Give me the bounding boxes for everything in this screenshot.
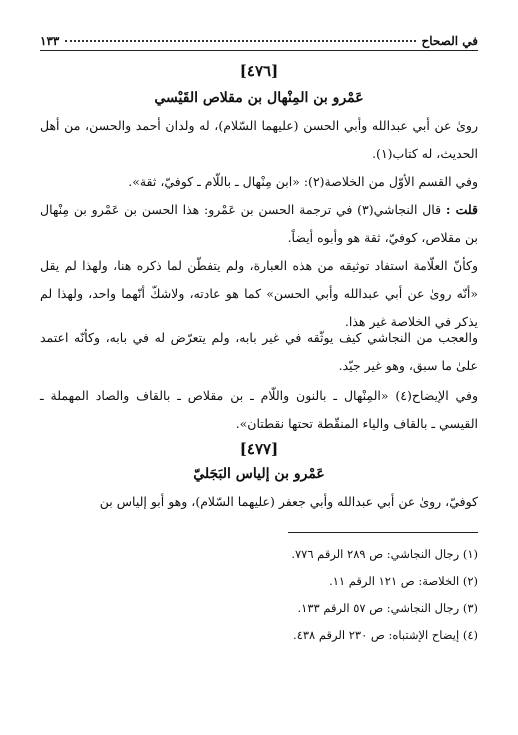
paragraph: كوفيّ، روىٰ عن أبي عبدالله وأبي جعفر (عليهما السّلام)، وهو أبو إلياس بن	[99, 494, 478, 509]
footnote-3: (٣) رجال النجاشي: ص ٥٧ الرقم ١٣٣.	[297, 601, 478, 615]
paragraph: وفي الإيضاح(٤) «المِنْهال ـ بالنون واللّام ـ بن مقلاص ـ بالقاف والصاد المهملة ـ القيسي ـ بالقاف والياء المنقّطة تحتها نقطتان».	[40, 388, 478, 431]
paragraph	[40, 196, 478, 252]
entry-title-477: عَمْرو بن إلياس البَجَليّ	[193, 466, 325, 482]
paragraph: والعجب من النجاشي كيف يوثّقه في غير بابه، ولم يتعرّض له في بابه، وكأنّه اعتمد علىٰ ما سبق، وهو غير جيّد.	[40, 330, 478, 373]
paragraph: وكأنّ العلّامة استفاد توثيقه من هذه العبارة، ولم يتفطّن لما ذكره هنا، ولهذا لم يقل «أنّه روىٰ عن أبي عبدالله وأبي الحسن» كما هو عادته، ولاشكّ أنّهما واحد، ولهذا لم يذكر في الخلاصة غير هذا.	[40, 258, 478, 329]
qultu-label: قلت :	[445, 202, 478, 217]
page-number: ١٣٣	[40, 34, 60, 48]
header-section: في الصحاح	[421, 34, 478, 48]
header-dots	[65, 40, 415, 42]
entry-number-477: [٤٧٧]	[239, 440, 279, 458]
paragraph-text: قال النجاشي(٣) في ترجمة الحسن بن عَمْرو: هذا الحسن بن عَمْرو بن مِنْهال بن مقلاص، كوفيّ، ثقة هو وأبوه أيضاً.	[40, 202, 478, 245]
footnote-2: (٢) الخلاصة: ص ١٢١ الرقم ١١.	[329, 574, 478, 588]
entry-number-476: [٤٧٦]	[239, 62, 279, 80]
paragraph: وفي القسم الأوّل من الخلاصة(٢): «ابن مِنْهال ـ باللّام ـ كوفيّ، ثقة».	[128, 174, 478, 189]
footnote-1: (١) رجال النجاشي: ص ٢٨٩ الرقم ٧٧٦.	[291, 547, 478, 561]
running-header	[40, 30, 478, 51]
paragraph: روىٰ عن أبي عبدالله وأبي الحسن (عليهما السّلام)، له ولدان أحمد والحسن، من أهل الحديث، له كتاب(١).	[40, 118, 478, 161]
footnote-separator	[288, 532, 478, 533]
entry-title-476: عَمْرو بن المِنْهال بن مقلاص القَيْسي	[154, 90, 364, 106]
footnote-4: (٤) إيضاح الإشتباه: ص ٢٣٠ الرقم ٤٣٨.	[293, 628, 478, 642]
